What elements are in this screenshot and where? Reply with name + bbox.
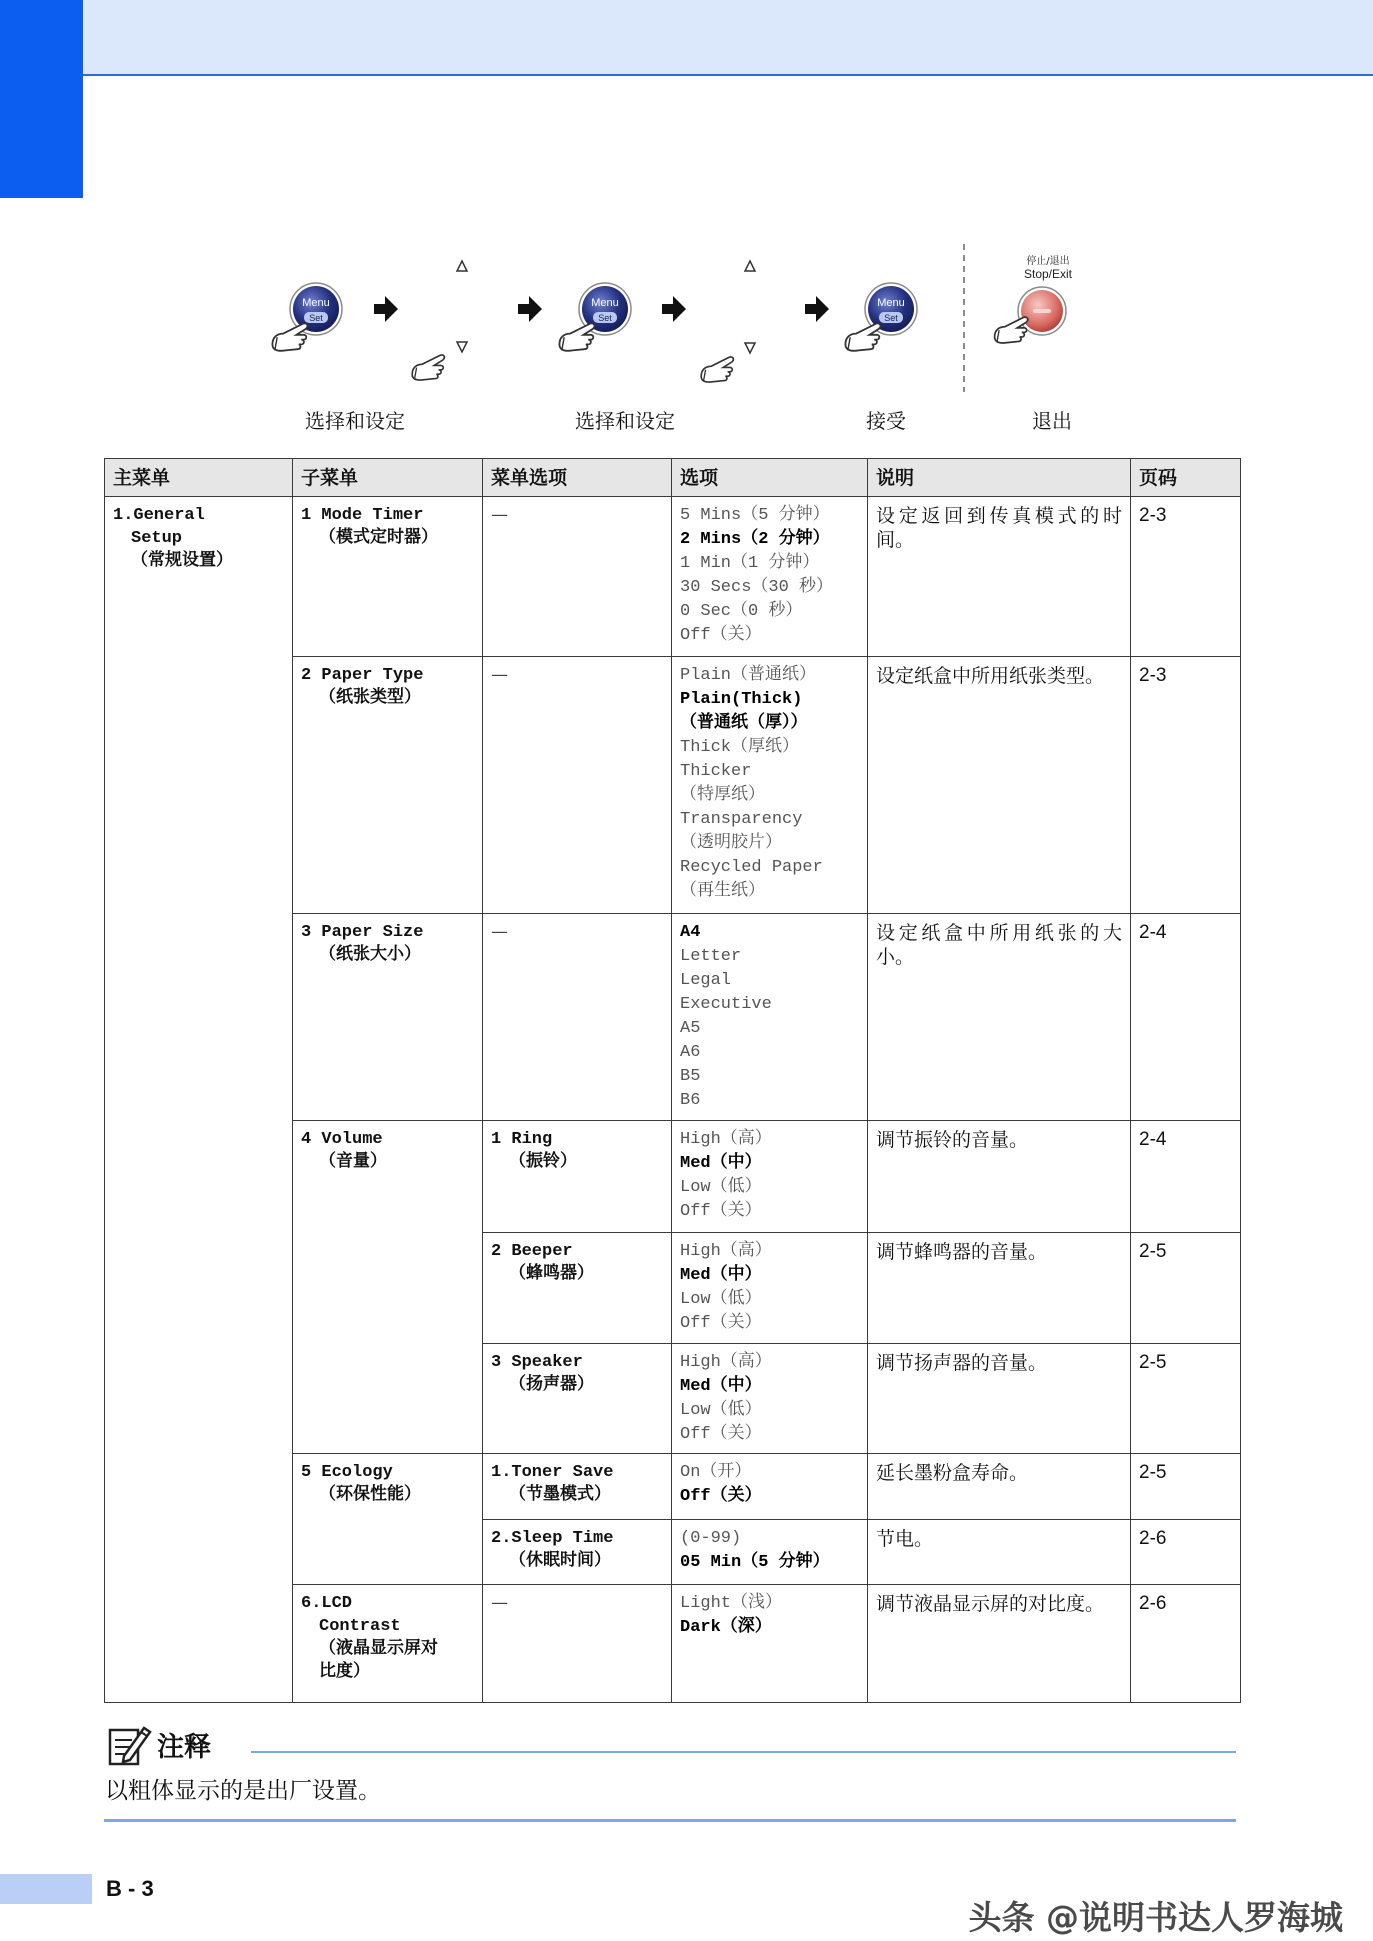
option-value: Med（中）: [680, 1266, 762, 1285]
menu-option-line: 3 Speaker: [491, 1353, 583, 1372]
general-setup-menu-table: [104, 458, 1241, 1703]
flow-label-select-1: 选择和设定: [305, 409, 405, 433]
options-cell: [672, 1121, 868, 1233]
description-cell: 节电。: [868, 1520, 1131, 1585]
stop-label-en: Stop/Exit: [1023, 267, 1073, 281]
sub-menu-line: 5 Ecology: [301, 1463, 393, 1482]
menu-option-line: 1 Ring: [491, 1130, 553, 1149]
menu-option-line: —: [491, 1593, 508, 1613]
menu-option-line: （振铃）: [509, 1153, 577, 1172]
header-sub-menu: 子菜单: [293, 459, 483, 497]
option-value: Thicker: [680, 762, 752, 781]
menu-option-cell: [483, 1233, 672, 1344]
main-menu-line: 1.General: [113, 506, 205, 525]
option-value: High（高）: [680, 1130, 772, 1149]
option-value: Executive: [680, 995, 772, 1014]
down-triangle-icon: [457, 342, 467, 352]
table-body: [105, 497, 1241, 1703]
header-page: 页码: [1131, 459, 1241, 497]
option-value: Low（低）: [680, 1401, 762, 1420]
options-cell: [672, 1233, 868, 1344]
sub-menu-cell: [293, 914, 483, 1121]
option-value: Dark（深）: [680, 1618, 772, 1637]
button-flow-diagram: [0, 0, 1373, 440]
arrow-right-icon: [662, 296, 686, 322]
flow-label-accept: 接受: [866, 409, 906, 433]
set-text: Set: [309, 313, 323, 323]
option-value: On（开）: [680, 1463, 752, 1482]
up-triangle-icon: [745, 261, 755, 271]
note-title: 注释: [157, 1732, 211, 1763]
up-triangle-icon: [457, 261, 467, 271]
page-ref-cell: 2-3: [1131, 497, 1241, 657]
menu-option-line: （扬声器）: [509, 1376, 594, 1395]
sub-menu-cell: [293, 1585, 483, 1703]
sub-menu-line: （环保性能）: [319, 1486, 421, 1505]
sub-menu-line: 4 Volume: [301, 1130, 383, 1149]
page-ref-cell: 2-4: [1131, 914, 1241, 1121]
menu-option-cell: [483, 1121, 672, 1233]
main-menu-cell: [105, 497, 293, 1703]
page-ref-cell: 2-6: [1131, 1585, 1241, 1703]
menu-option-line: 2 Beeper: [491, 1242, 573, 1261]
pointing-hand-icon: [559, 323, 594, 350]
option-value: Low（低）: [680, 1178, 762, 1197]
menu-option-cell: [483, 1344, 672, 1454]
option-value: 1 Min（1 分钟）: [680, 554, 820, 573]
options-cell: [672, 1454, 868, 1520]
option-value: Transparency: [680, 810, 803, 829]
description-cell: 调节蜂鸣器的音量。: [868, 1233, 1131, 1344]
menu-option-line: —: [491, 505, 508, 525]
options-cell: [672, 497, 868, 657]
menu-text: Menu: [302, 297, 330, 309]
header-description: 说明: [868, 459, 1131, 497]
menu-option-line: （蜂鸣器）: [509, 1265, 594, 1284]
description-cell: 调节扬声器的音量。: [868, 1344, 1131, 1454]
sub-menu-cell: [293, 657, 483, 914]
sub-menu-cell: [293, 1121, 483, 1454]
description-cell: 设定纸盒中所用纸张的大小。: [868, 914, 1131, 1121]
option-value: 05 Min（5 分钟）: [680, 1553, 830, 1572]
option-value: 5 Mins（5 分钟）: [680, 506, 830, 525]
pointing-hand-icon: [272, 323, 307, 350]
sub-menu-line: 2 Paper Type: [301, 666, 424, 685]
flow-label-exit: 退出: [1032, 409, 1072, 433]
stop-label-cn: 停止/退出: [1026, 256, 1070, 267]
option-value: A6: [680, 1043, 701, 1062]
page-ref-cell: 2-3: [1131, 657, 1241, 914]
sub-menu-line: Contrast: [319, 1617, 401, 1636]
page-ref-cell: 2-5: [1131, 1344, 1241, 1454]
options-cell: [672, 657, 868, 914]
option-value: Med（中）: [680, 1377, 762, 1396]
option-value: （透明胶片）: [680, 834, 782, 853]
sub-menu-line: 3 Paper Size: [301, 923, 424, 942]
option-value: （再生纸）: [680, 882, 765, 901]
option-value: Plain（普通纸）: [680, 666, 817, 685]
menu-option-cell: [483, 497, 672, 657]
options-cell: [672, 1344, 868, 1454]
description-cell: 调节振铃的音量。: [868, 1121, 1131, 1233]
menu-option-cell: [483, 1454, 672, 1520]
sub-menu-line: （纸张类型）: [319, 689, 421, 708]
option-value: Off（关）: [680, 1202, 762, 1221]
note-text: 以粗体显示的是出厂设置。: [105, 1778, 381, 1804]
page-ref-cell: 2-5: [1131, 1454, 1241, 1520]
options-cell: [672, 914, 868, 1121]
description-cell: 设定返回到传真模式的时间。: [868, 497, 1131, 657]
menu-option-line: （节墨模式）: [509, 1486, 611, 1505]
option-value: High（高）: [680, 1242, 772, 1261]
option-value: Off（关）: [680, 1487, 762, 1506]
sub-menu-line: （模式定时器）: [319, 529, 438, 548]
option-value: 0 Sec（0 秒）: [680, 602, 803, 621]
footer-bar: [0, 1874, 92, 1904]
pointing-hand-icon: [995, 317, 1028, 343]
header-options: 选项: [672, 459, 868, 497]
option-value: 30 Secs（30 秒）: [680, 578, 834, 597]
menu-option-cell: [483, 1520, 672, 1585]
flow-label-select-2: 选择和设定: [575, 409, 675, 433]
option-value: Recycled Paper: [680, 858, 823, 877]
table-header-row: [105, 459, 1241, 497]
option-value: B5: [680, 1067, 701, 1086]
arrow-right-icon: [518, 296, 542, 322]
option-value: Light（浅）: [680, 1594, 783, 1613]
set-text: Set: [598, 313, 612, 323]
menu-option-line: —: [491, 665, 508, 685]
option-value: Off（关）: [680, 1425, 762, 1444]
menu-option-line: 2.Sleep Time: [491, 1529, 614, 1548]
options-cell: [672, 1520, 868, 1585]
option-value: Letter: [680, 947, 742, 966]
page-ref-cell: 2-4: [1131, 1121, 1241, 1233]
menu-option-cell: [483, 657, 672, 914]
set-text: Set: [884, 313, 898, 323]
menu-option-line: （休眠时间）: [509, 1552, 611, 1571]
sub-menu-line: 6.LCD: [301, 1594, 353, 1613]
options-cell: [672, 1585, 868, 1703]
menu-option-cell: [483, 914, 672, 1121]
watermark: 头条 @说明书达人罗海城: [968, 1898, 1343, 1937]
page-ref-cell: 2-5: [1131, 1233, 1241, 1344]
option-value: Off（关）: [680, 626, 762, 645]
option-value: Med（中）: [680, 1154, 762, 1173]
arrow-right-icon: [374, 296, 398, 322]
description-cell: 设定纸盒中所用纸张类型。: [868, 657, 1131, 914]
option-value: Plain(Thick): [680, 690, 803, 709]
option-value: (0-99): [680, 1529, 742, 1548]
note-rule: [251, 1751, 1236, 1753]
page-number: B - 3: [106, 1876, 154, 1901]
menu-option-line: —: [491, 922, 508, 942]
option-value: Off（关）: [680, 1314, 762, 1333]
option-value: High（高）: [680, 1353, 772, 1372]
menu-option-cell: [483, 1585, 672, 1703]
sub-menu-line: （纸张大小）: [319, 946, 421, 965]
sub-menu-line: （音量）: [319, 1153, 387, 1172]
pointing-hand-icon: [845, 323, 880, 350]
sub-menu-line: （液晶显示屏对: [319, 1640, 438, 1659]
note-pencil-icon: [106, 1722, 152, 1768]
page-ref-cell: 2-6: [1131, 1520, 1241, 1585]
down-triangle-icon: [745, 343, 755, 353]
description-cell: 调节液晶显示屏的对比度。: [868, 1585, 1131, 1703]
option-value: （特厚纸）: [680, 786, 765, 805]
option-value: Legal: [680, 971, 732, 990]
main-menu-line: （常规设置）: [131, 552, 233, 571]
header-main-menu: 主菜单: [105, 459, 293, 497]
description-cell: 延长墨粉盒寿命。: [868, 1454, 1131, 1520]
pointing-hand-icon: [412, 355, 444, 380]
menu-option-line: 1.Toner Save: [491, 1463, 614, 1482]
sub-menu-line: 比度）: [319, 1663, 370, 1682]
option-value: Thick（厚纸）: [680, 738, 800, 757]
menu-text: Menu: [591, 297, 619, 309]
main-menu-line: Setup: [131, 529, 183, 548]
option-value: A4: [680, 923, 701, 942]
header-menu-option: 菜单选项: [483, 459, 672, 497]
sub-menu-cell: [293, 497, 483, 657]
arrow-right-icon: [805, 296, 829, 322]
option-value: 2 Mins（2 分钟）: [680, 530, 830, 549]
option-value: B6: [680, 1091, 701, 1110]
menu-text: Menu: [877, 297, 905, 309]
note-bottom-rule: [104, 1819, 1236, 1822]
table-row: [105, 497, 1241, 657]
option-value: A5: [680, 1019, 701, 1038]
sub-menu-cell: [293, 1454, 483, 1585]
option-value: Low（低）: [680, 1290, 762, 1309]
sub-menu-line: 1 Mode Timer: [301, 506, 424, 525]
pointing-hand-icon: [701, 357, 733, 382]
option-value: （普通纸（厚））: [680, 714, 808, 733]
